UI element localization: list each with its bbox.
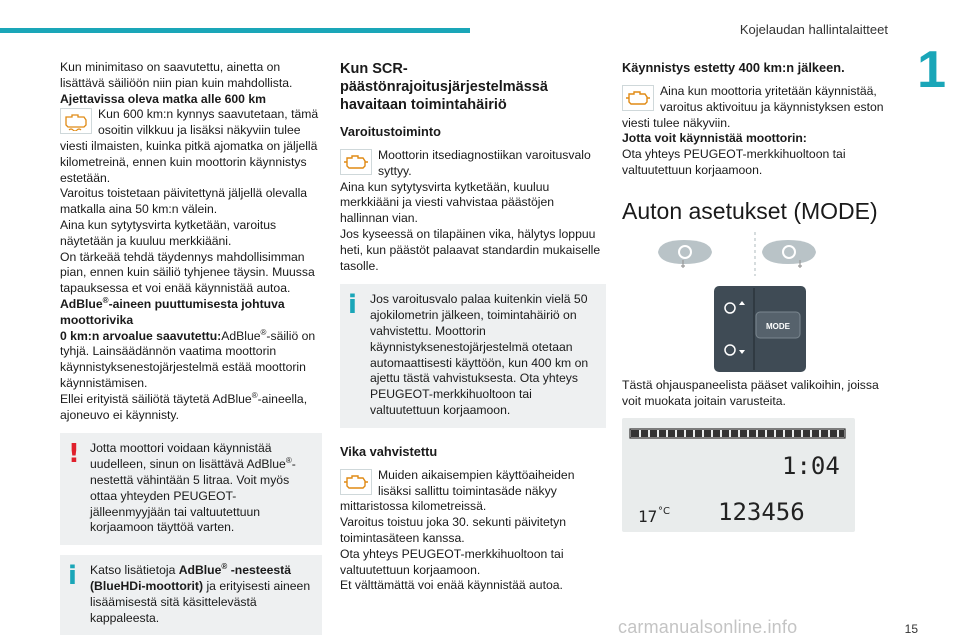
heading-start: Jotta voit käynnistää moottorin:	[622, 131, 807, 146]
lcd-temperature: 17	[638, 507, 658, 526]
paragraph: Varoitus toistuu joka 30. sekunti päivitetyn toimintasäteen kanssa.	[340, 515, 567, 545]
paragraph: Et välttämättä voi enää käynnistää autoa.	[340, 578, 563, 593]
column-3-lower	[622, 378, 892, 410]
lcd-time: 1:04	[782, 452, 840, 480]
instrument-display	[622, 418, 855, 532]
paragraph: On tärkeää tehdä täydennys mahdollisimman pian, ennen kuin säiliö tyhjenee täysin. Muussa tapauksessa et voi enää käynnistää autoa.	[60, 249, 315, 296]
info-note: i Jos varoitusvalo palaa kuitenkin vielä 50 ajokilometrin jälkeen, toimintahäiriö on vahvistettu. Moottorin käynnistyksenestojärjestelmä otetaan automaattisesti käyttöön, kun 400 km on ajettu tästä vahvistuksesta. Ota yhteys PEUGEOT-merkkihuoltoon tai valtuutettuun korjaamoon.	[340, 284, 606, 427]
column-2	[340, 60, 606, 594]
heading-range: Ajettavissa oleva matka alle 600 km	[60, 91, 266, 106]
heading-confirmed: Vika vahvistettu	[340, 443, 438, 459]
paragraph: Varoitus toistetaan päivitettynä jäljellä olevalla matkalla aina 50 km:n välein.	[60, 186, 308, 217]
info-icon: i	[348, 290, 357, 321]
engine-warning-icon	[340, 469, 372, 495]
lcd-odometer: 123456	[718, 498, 805, 526]
paragraph: Ota yhteys PEUGEOT-merkkihuoltoon tai valtuutettuun korjaamoon.	[340, 546, 564, 577]
section-heading: Kun SCR-päästönrajoitusjärjestelmässä havaitaan toimintahäiriö	[340, 61, 548, 113]
page-number: 15	[904, 622, 918, 636]
lcd-temperature-unit: °C	[658, 506, 670, 517]
heading-fault: AdBlue®-aineen puuttumisesta johtuva moottorivika	[60, 295, 285, 327]
alert-note: ! Jotta moottori voidaan käynnistää uudelleen, sinun on lisättävä AdBlue®-nestettä vähintään 5 litraa. Voit myös ottaa yhteyden PEUGEOT-jälleenmyyjään tai valtuutettuun korjaamoon täyttöä varten.	[60, 433, 322, 545]
adblue-warning-icon	[60, 108, 92, 134]
info-icon: i	[68, 561, 77, 592]
paragraph: Aina kun sytytysvirta kytketään, varoitus näytetään ja kuuluu merkkiääni.	[60, 217, 277, 248]
paragraph: Kun minimitaso on saavutettu, ainetta on lisättävä säiliöön niin pian kuin mahdollista.	[60, 60, 293, 90]
warning-paragraph: Moottorin itsediagnostiikan varoitusvalo syttyy.	[340, 148, 606, 180]
mode-panel-illustration	[650, 228, 820, 376]
warning-paragraph: Muiden aikaisempien käyttöaiheiden lisäksi sallittu toimintasäde näkyy mittaristossa kilometreissä.	[340, 467, 575, 514]
heading-warning: Varoitustoiminto	[340, 124, 441, 139]
engine-warning-icon	[340, 149, 372, 175]
section-title-mode: Auton asetukset (MODE)	[622, 197, 878, 224]
paragraph: Jos kyseessä on tilapäinen vika, hälytys loppuu heti, kun päästöt palaavat standardin mukaiselle tasolle.	[340, 226, 601, 273]
paragraph: Tästä ohjauspaneelista pääset valikoihin, joissa voit muokata joitain varusteita.	[622, 378, 879, 408]
heading-blocked: Käynnistys estetty 400 km:n jälkeen.	[622, 60, 845, 75]
paragraph: Aina kun sytytysvirta kytketään, kuuluu merkkiääni ja viesti vahvistaa päästöjen hallinnan vian.	[340, 179, 555, 226]
warning-paragraph: Aina kun moottoria yritetään käynnistää, varoitus aktivoituu ja käynnistyksen eston viesti tulee näkyviin.	[622, 84, 884, 130]
paragraph: 0 km:n arvoalue saavutettu:AdBlue®-säiliö on tyhjä. Lainsäädännön vaatima moottorin käynnistyksenestojärjestelmä estää moottorin käynnistämisen.	[60, 327, 316, 390]
watermark: carmanualsonline.info	[618, 617, 798, 637]
info-note: i Katso lisätietoja AdBlue® -nesteestä (BlueHDi-moottorit) ja erityisesti aineen lisäämisestä sitä käsittelevästä kappaleesta.	[60, 555, 322, 635]
paragraph: Ellei erityistä säiliötä täytetä AdBlue®-aineella, ajoneuvo ei käynnisty.	[60, 390, 308, 422]
warning-paragraph: Kun 600 km:n kynnys saavutetaan, tämä osoitin vilkkuu ja lisäksi näkyviin tulee viesti ilmaisten, kuinka pitkä ajomatka on jäljellä kilometreinä, ennen kuin moottorin käynnistys estetään.	[60, 107, 319, 185]
page-section-title: Kojelaudan hallintalaitteet	[739, 22, 888, 37]
mode-button-label: MODE	[766, 322, 790, 331]
header-accent-bar	[0, 28, 470, 33]
alert-icon: !	[68, 439, 80, 470]
chapter-number: 1	[917, 41, 946, 99]
column-1	[60, 60, 322, 635]
paragraph: Ota yhteys PEUGEOT-merkkihuoltoon tai valtuutettuun korjaamoon.	[622, 147, 846, 177]
column-3	[622, 60, 892, 225]
engine-warning-icon	[622, 85, 654, 111]
